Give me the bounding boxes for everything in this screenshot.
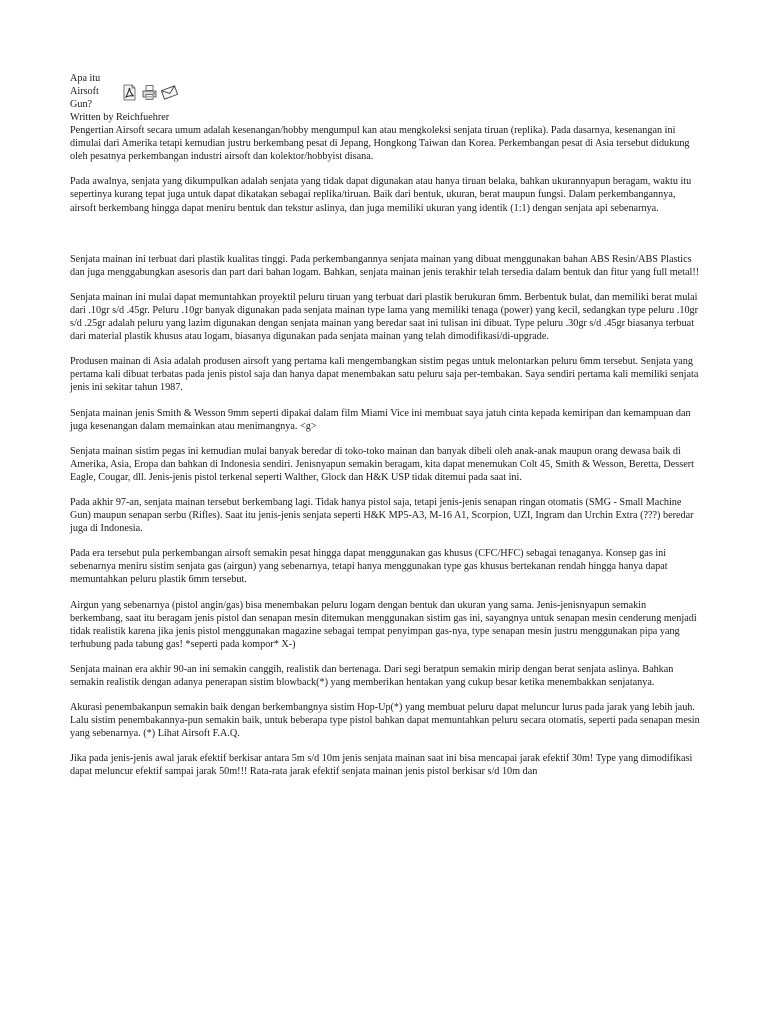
article-paragraph: Senjata mainan ini terbuat dari plastik kualitas tinggi. Pada perkembangannya senjata mainan yang dibuat menggunakan bahan ABS Resin/ABS Plastics dan juga menggabungkan asesoris dan part dari bahan logam. Bahkan, senjata mainan jenis terakhir telah tersedia dalam bentuk dan fitur yang full metal!! <box>70 253 700 278</box>
article-paragraph: Senjata mainan ini mulai dapat memuntahkan proyektil peluru tiruan yang terbuat dari plastik berukuran 6mm. Berbentuk bulat, dan memiliki berat mulai dari .10gr s/d .45gr. Peluru .10gr banyak digunakan pada senjata mainan type lama yang memiliki tenaga (power) yang kecil, sedangkan type peluru .10gr s/d .25gr adalah peluru yang lazim digunakan dengan senjata mainan yang beredar saat ini tulisan ini dibuat. Type peluru .30gr s/d .45gr biasanya terbuat dari material plastik khusus atau logam, biasanya digunakan pada senjata mainan yang telah dimodifikasi/di-upgrade. <box>70 291 699 343</box>
article-actions <box>121 84 178 101</box>
article-paragraph: Senjata mainan sistim pegas ini kemudian mulai banyak beredar di toko-toko mainan dan banyak dibeli oleh anak-anak maupun orang dewasa baik di Amerika, Asia, Eropa dan bahkan di Indonesia sendiri. Jenisnyapun semakin beragam, kita dapat menemukan Colt 45, Smith & Wesson, Beretta, Dessert Eagle, Cougar, dll. Jenis-jenis pistol terkenal seperti Walther, Glock dan H&K USP tidak ditemui pada saat ini. <box>70 445 694 483</box>
article-paragraph: Airgun yang sebenarnya (pistol angin/gas) bisa menembakan peluru logam dengan bentuk dan ukuran yang sama. Jenis-jenisnyapun semakin berkembang, saat itu beragam jenis pistol dan senapan mesin ditemukan menggunakan sistim gas ini, sayangnya untuk senapan mesin cenderung menjadi tidak realistik karena jika jenis pistol menggunakan magazine sebagai tempat penyimpan gas-nya, type senapan mesin justru menggunakan pipa yang terhubung pada tabung gas! *seperti pada kompor* X-) <box>70 599 697 650</box>
pdf-icon[interactable] <box>121 84 138 101</box>
article-paragraph: Jika pada jenis-jenis awal jarak efektif berkisar antara 5m s/d 10m jenis senjata mainan saat ini bisa mencapai jarak efektif 30m! Type yang dimodifikasi dapat meluncur efektif sampai jarak 50m!!! Rata-rata jarak efektif senjata mainan jenis pistol berkisar s/d 10m dan <box>70 753 693 778</box>
paragraph-gap <box>70 227 700 253</box>
article-header <box>70 72 700 111</box>
article-byline: Written by Reichfuehrer <box>70 112 170 123</box>
article-title-line: Gun? <box>70 99 93 110</box>
article-title-line: Airsoft <box>70 86 99 97</box>
article-paragraph: Akurasi penembakanpun semakin baik dengan berkembangnya sistim Hop-Up(*) yang membuat peluru dapat meluncur lurus pada jarak yang lebih jauh. Lalu sistim penembakannya-pun semakin baik, untuk beberapa type pistol bahkan dapat memuntahkan peluru secara otomatis, seperti pada senapan mesin yang sebenarnya. (*) Lihat Airsoft F.A.Q. <box>70 702 700 740</box>
article-paragraph: Pengertian Airsoft secara umum adalah kesenangan/hobby mengumpul kan atau mengkoleksi senjata tiruan (replika). Pada dasarnya, kesenangan ini dimulai dari Amerika tetapi kemudian justru berkembang pesat di Jepang, Hongkong Taiwan dan Korea. Perkembangan pesat di Asia tersebut didukung oleh pesatnya perkembangan industri airsoft dan kolektor/hobbyist disana. <box>70 125 690 163</box>
article-paragraph: Pada akhir 97-an, senjata mainan tersebut berkembang lagi. Tidak hanya pistol saja, tetapi jenis-jenis senapan ringan otomatis (SMG - Small Machine Gun) maupun senapan serbu (Rifles). Saat itu jenis-jenis senjata seperti H&K MP5-A3, M-16 A1, Scorpion, UZI, Ingram dan Urchin Extra (???) beredar juga di Indonesia. <box>70 496 694 535</box>
email-icon[interactable] <box>161 84 178 101</box>
article-paragraph: Produsen mainan di Asia adalah produsen airsoft yang pertama kali mengembangkan sistim pegas untuk melontarkan peluru 6mm tersebut. Senjata yang pertama kali dibuat terbatas pada jenis pistol saja dan hanya dapat menembakan satu peluru saja per-tembakan. Saya sendiri pertama kali memiliki senjata jenis ini sekitar tahun 1987. <box>70 356 699 394</box>
article-title <box>70 72 118 111</box>
article-paragraph: Senjata mainan era akhir 90-an ini semakin canggih, realistik dan bertenaga. Dari segi beratpun semakin mirip dengan berat senjata aslinya. Bahkan semakin realistik dengan adanya penerapan sistim blowback(*) yang memberikan hentakan yang cukup besar ketika menembakkan senjatanya. <box>70 663 674 688</box>
article <box>70 72 700 791</box>
article-paragraph: Senjata mainan jenis Smith & Wesson 9mm seperti dipakai dalam film Miami Vice ini membuat saya jatuh cinta kepada kemiripan dan kemampuan dan juga kesenangan dalam memainkan atau menimangnya. <g> <box>70 407 691 432</box>
article-paragraph: Pada era tersebut pula perkembangan airsoft semakin pesat hingga dapat menggunakan gas khusus (CFC/HFC) sebagai tenaganya. Konsep gas ini sebenarnya meniru sistim senjata gas (airgun) yang sebenarnya, tetapi hanya menggunakan type gas khusus bertekanan rendah hingga hanya dapat memuntahkan peluru plastik 6mm tersebut. <box>70 548 668 586</box>
article-title-line: Apa itu <box>70 73 101 84</box>
article-paragraph: Pada awalnya, senjata yang dikumpulkan adalah senjata yang tidak dapat digunakan atau hanya tiruan belaka, bahkan ukurannyapun beragam, waktu itu sepertinya kurang tepat juga untuk dapat dikatakan sebagai replika/tiruan. Baik dari bentuk, ukuran, berat maupun fungsi. Dalam perkembangannya, airsoft berkembang hingga dapat meniru bentuk dan tekstur aslinya, dan juga memiliki ukuran yang identik (1:1) dengan senjata api sebenarnya. <box>70 176 692 214</box>
print-icon[interactable] <box>141 84 158 101</box>
